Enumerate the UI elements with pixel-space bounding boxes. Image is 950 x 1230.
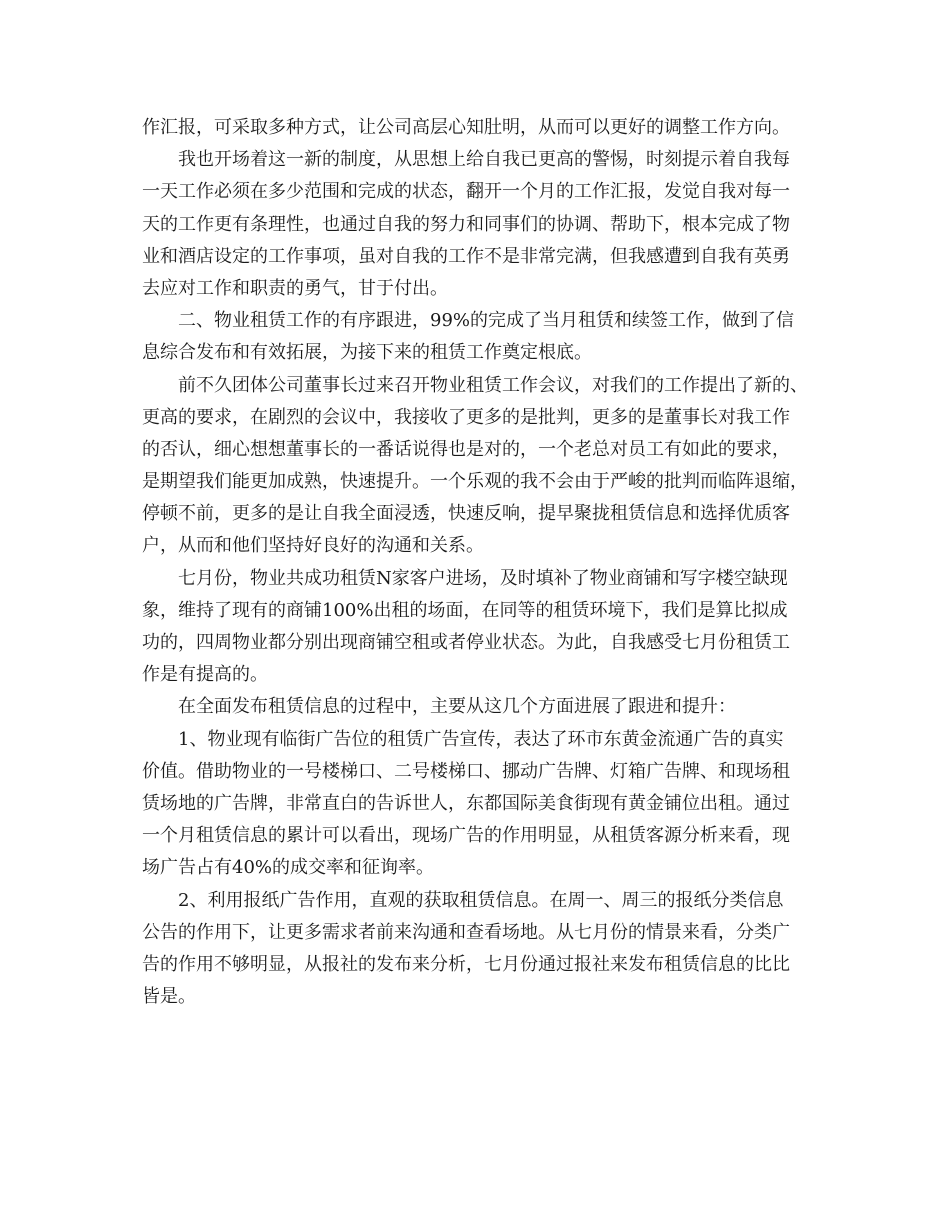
text-line: 去应对工作和职责的勇气，甘于付出。 xyxy=(142,277,448,299)
paragraph xyxy=(142,305,814,369)
text-line: 皆是。 xyxy=(142,986,196,1008)
text-line: 息综合发布和有效拓展，为接下来的租赁工作奠定根底。 xyxy=(142,342,592,364)
paragraph xyxy=(142,724,814,885)
text-line: 天的工作更有条理性，也通过自我的努力和同事们的协调、帮助下，根本完成了物 xyxy=(142,213,790,235)
paragraph xyxy=(142,112,814,144)
paragraph xyxy=(142,563,814,692)
text-line: 前不久团体公司董事长过来召开物业租赁工作会议，对我们的工作提出了新的、 xyxy=(178,374,808,396)
text-line: 停顿不前，更多的是让自我全面浸透，快速反响，提早聚拢租赁信息和选择优质客 xyxy=(142,503,790,525)
text-line: 更高的要求，在剧烈的会议中，我接收了更多的是批判，更多的是董事长对我工作 xyxy=(142,406,790,428)
text-line: 告的作用不够明显，从报社的发布来分析，七月份通过报社来发布租赁信息的比比 xyxy=(142,953,790,975)
text-line: 1、物业现有临街广告位的租赁广告宣传，表达了环市东黄金流通广告的真实 xyxy=(178,728,784,750)
text-line: 七月份，物业共成功租赁N家客户进场，及时填补了物业商铺和写字楼空缺现 xyxy=(178,567,788,589)
text-line: 业和酒店设定的工作事项，虽对自我的工作不是非常完满，但我感遭到自我有英勇 xyxy=(142,245,790,267)
text-line: 功的，四周物业都分别出现商铺空租或者停业状态。为此，自我感受七月份租赁工 xyxy=(142,632,790,653)
paragraph xyxy=(142,885,814,1014)
text-line: 在全面发布租赁信息的过程中，主要从这几个方面进展了跟进和提升： xyxy=(178,696,736,718)
paragraph xyxy=(142,144,814,305)
text-line: 作汇报，可采取多种方式，让公司高层心知肚明，从而可以更好的调整工作方向。 xyxy=(142,117,790,138)
text-line: 户，从而和他们坚持好良好的沟通和关系。 xyxy=(142,535,484,557)
text-line: 赁场地的广告牌，非常直白的告诉世人，东都国际美食街现有黄金铺位出租。通过 xyxy=(142,792,790,814)
paragraph xyxy=(142,691,814,723)
text-line: 是期望我们能更加成熟，快速提升。一个乐观的我不会由于严峻的批判而临阵退缩， xyxy=(142,471,808,493)
text-line: 我也开场着这一新的制度，从思想上给自我已更高的警惕，时刻提示着自我每 xyxy=(178,149,790,171)
text-line: 价值。借助物业的一号楼梯口、二号楼梯口、挪动广告牌、灯箱广告牌、和现场租 xyxy=(142,760,790,782)
text-line: 的否认，细心想想董事长的一番话说得也是对的，一个老总对员工有如此的要求， xyxy=(142,438,790,460)
text-line: 场广告占有40%的成交率和征询率。 xyxy=(142,857,435,879)
document-page xyxy=(142,112,814,1013)
text-line: 一个月租赁信息的累计可以看出，现场广告的作用明显，从租赁客源分析来看，现 xyxy=(142,825,790,847)
paragraph xyxy=(142,370,814,563)
text-line: 2、利用报纸广告作用，直观的获取租赁信息。在周一、周三的报纸分类信息 xyxy=(178,889,784,911)
text-line: 作是有提高的。 xyxy=(142,664,268,686)
text-line: 象，维持了现有的商铺100%出租的场面，在同等的租赁环境下，我们是算比拟成 xyxy=(142,599,788,621)
text-line: 二、物业租赁工作的有序跟进，99%的完成了当月租赁和续签工作，做到了信 xyxy=(178,310,795,332)
document-body xyxy=(142,112,814,1013)
text-line: 公告的作用下，让更多需求者前来沟通和查看场地。从七月份的情景来看，分类广 xyxy=(142,921,790,943)
text-line: 一天工作必须在多少范围和完成的状态，翻开一个月的工作汇报，发觉自我对每一 xyxy=(142,181,790,203)
